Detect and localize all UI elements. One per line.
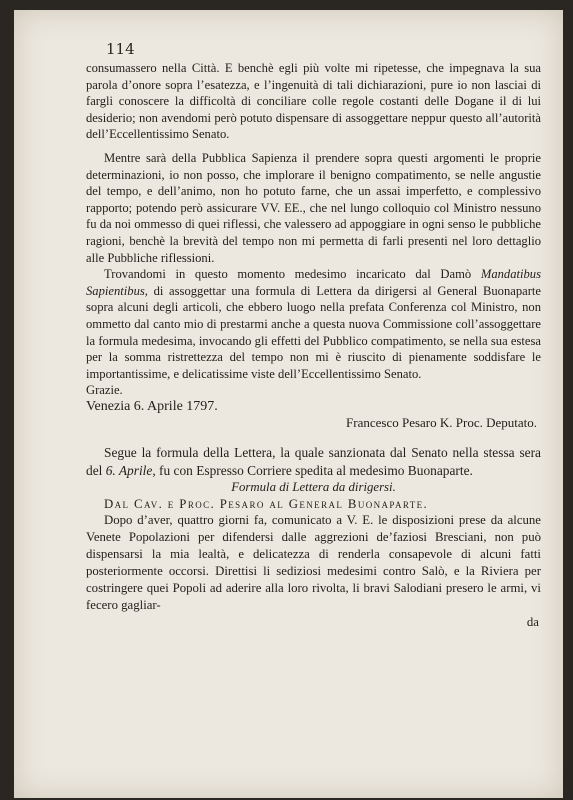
letter-paragraph: Dopo d’aver, quattro giorni fa, comunicato a V. E. le disposizioni prese da alcune Venete Popolazioni per difendersi dalle aggrezioni de’faziosi Bresciani, non può dispensarsi la mia lealtà, e delicatezza di renderla consapevole di alcuni fatti posteriormente occorsi. Direttisi li sediziosi medesimi contro Salò, e la Riviera per costringere quei Popoli ad aderire alla loro rivolta, li bravi Salodiani presero le armi, vi fecero gagliar- bbox=[86, 513, 541, 612]
catchword: da bbox=[526, 614, 539, 629]
follows-paragraph bbox=[86, 444, 541, 479]
follows-rest: , fu con Espresso Corriere spedita al medesimo Buonaparte. bbox=[152, 462, 473, 478]
body-text bbox=[86, 60, 541, 630]
formula-title: Formula di Lettera da dirigersi. bbox=[231, 480, 396, 495]
dateline: Venezia 6. Aprile 1797. bbox=[86, 398, 218, 414]
page-number: 114 bbox=[106, 40, 135, 58]
follows-italic: 6. Aprile bbox=[105, 462, 153, 478]
paragraph-3 bbox=[86, 266, 541, 382]
letter-salutation: Dal Cav. e Proc. Pesaro al General Buonaparte. bbox=[104, 496, 429, 511]
paragraph-2: Mentre sarà della Pubblica Sapienza il prendere sopra questi argomenti le proprie determinazioni, io non posso, che implorare il benigno compatimento, se nelle angustie del tempo, e dell’animo, non ho potuto farne, che un assai imperfetto, e complessivo rapporto; potendo però assicurare VV. EE., che nel lungo colloquio col Ministro nessuno fu da noi ommesso di quei riflessi, che valessero ad appoggiare in ogni senso le pubbliche ragioni, benchè la brevità del tempo non mi permetta di farli presenti nel loro dettaglio alle Pubbliche riflessioni. bbox=[86, 150, 541, 265]
paragraph-3-rest: , di assoggettar una formula di Lettera da dirigersi al General Buonaparte sopra alcuni degli articoli, che ebbero luogo nella prefata Conferenza col Ministro, non ommetto dal canto mio di prestarmi anche a questa nuova Commissione coll’assoggettare la formula medesima, invocando gli effetti del Pubblico compatimento, se nella sua estesa per la somma ristrettezza del tempo non mi è riuscito di pienamente soddisfare le importantissime, e delicatissime viste dell’Eccellentissimo Senato. bbox=[86, 283, 541, 381]
closing: Grazie. bbox=[86, 383, 123, 398]
paragraph-3-lead: Trovandomi in questo momento medesimo incaricato dal Damò bbox=[104, 267, 481, 282]
paragraph-1: consumassero nella Città. E benchè egli più volte mi ripetesse, che impegnava la sua parola d’onore sopra l’esatezza, e l’ingenuità di tali dichiarazioni, pure io non lasciai di fargli conoscere la difficoltà di conciliare colle regole costanti delle Dogane il di lui desiderio; non avendomi però potuto dispensare di assoggettare neppur questo all’autorità dell’Eccellentissimo Senato. bbox=[86, 61, 541, 142]
signature: Francesco Pesaro K. Proc. Deputato. bbox=[346, 415, 537, 431]
document-page bbox=[14, 10, 563, 798]
paragraph-3-italic: Mandatibus Sapientibus bbox=[86, 267, 541, 298]
follows-lead: Segue la formula della Lettera, la quale sanzionata dal Senato nella stessa sera del bbox=[86, 445, 541, 478]
